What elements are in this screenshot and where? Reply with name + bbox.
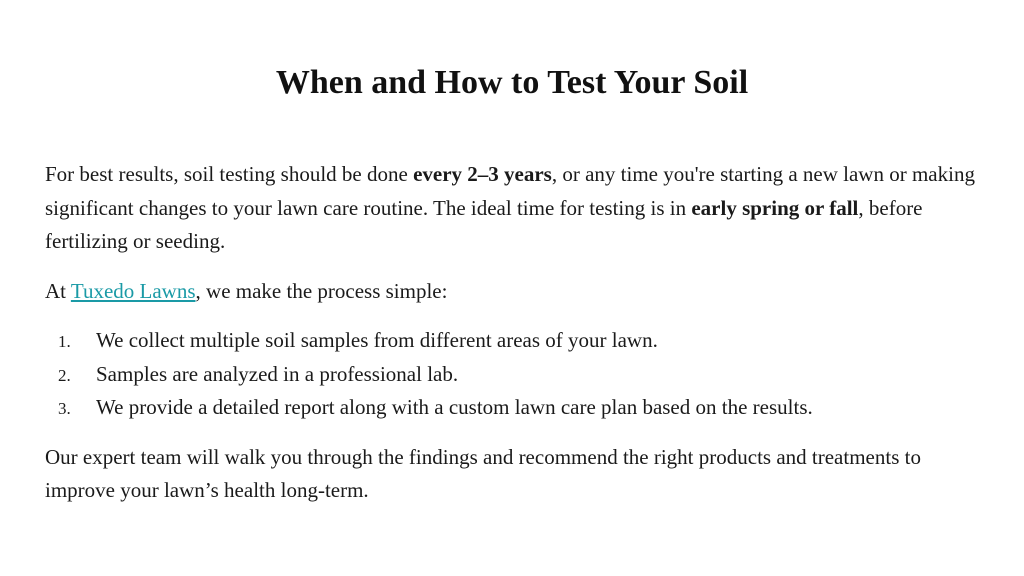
process-text-1: At	[45, 278, 71, 303]
list-item	[45, 391, 985, 425]
process-steps-list	[45, 324, 985, 425]
content-body	[45, 158, 985, 508]
tuxedo-lawns-link[interactable]: Tuxedo Lawns	[70, 278, 196, 303]
intro-text-3: , before fertilizing or seeding.	[45, 195, 923, 253]
list-item-text: Samples are analyzed in a professional lab.	[96, 361, 459, 386]
list-item-text: We collect multiple soil samples from different areas of your lawn.	[96, 328, 658, 352]
process-text-2: , we make the process simple:	[195, 278, 448, 303]
page-title: When and How to Test Your Soil	[275, 64, 749, 101]
closing-paragraph: Our expert team will walk you through the findings and recommend the right products and treatments to improve your lawn’s health long-term.	[45, 444, 921, 502]
intro-text-1: For best results, soil testing should be done	[45, 162, 414, 186]
list-item	[45, 358, 985, 392]
list-item	[45, 324, 985, 358]
list-item-number: 1.	[58, 332, 71, 351]
intro-emphasis-frequency: every 2–3 years	[413, 162, 552, 186]
intro-emphasis-timing: early spring or fall	[691, 195, 859, 220]
process-paragraph	[45, 275, 985, 309]
intro-paragraph	[45, 158, 985, 259]
list-item-text: We provide a detailed report along with a custom lawn care plan based on the results.	[96, 395, 813, 419]
list-item-number: 3.	[58, 399, 71, 418]
list-item-number: 2.	[58, 365, 71, 385]
intro-text-2: , or any time you're starting a new lawn or making significant changes to your lawn care routine. The ideal time for testing is in	[45, 162, 975, 220]
